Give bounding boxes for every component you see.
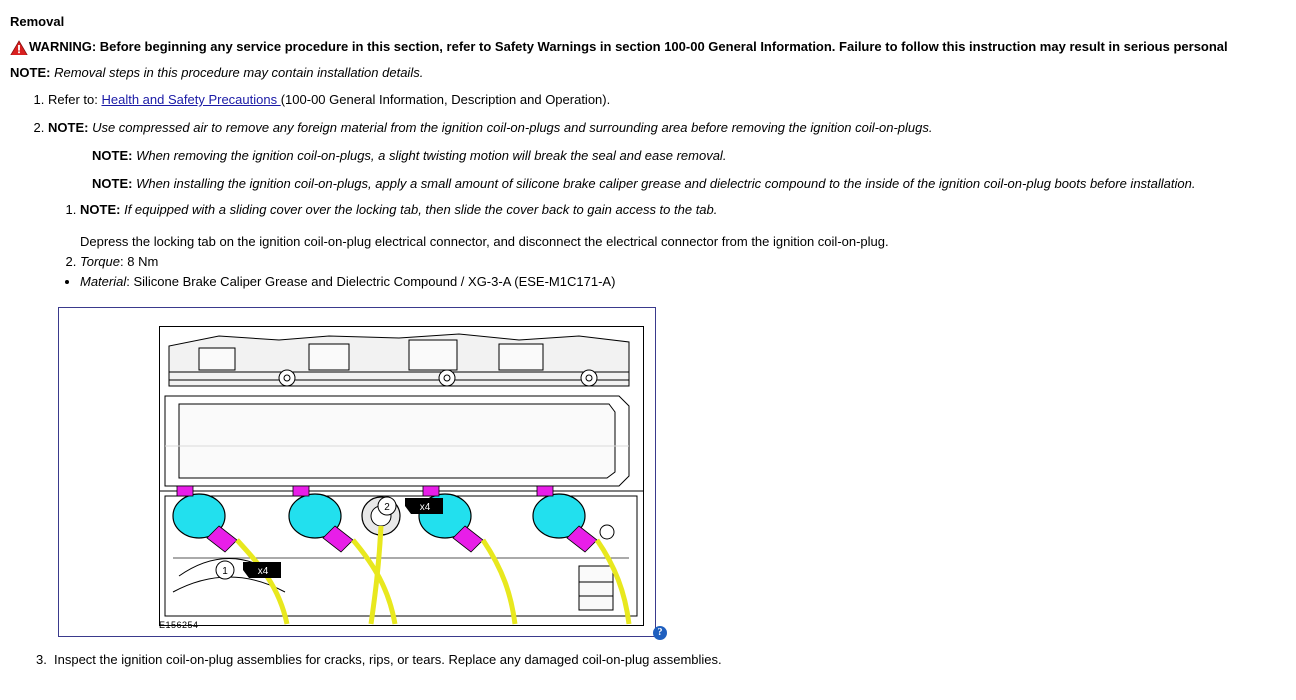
note-label: NOTE:	[48, 120, 89, 135]
step-2-note-3	[92, 175, 1296, 193]
step-1-suffix: (100-00 General Information, Description and Operation).	[280, 92, 611, 107]
sub-step-2	[80, 253, 1296, 271]
step-1	[48, 91, 1296, 109]
figure-ignition-coil-diagram[interactable]	[58, 307, 663, 638]
material-value: : Silicone Brake Caliper Grease and Dielectric Compound / XG-3-A (ESE-M1C171-A)	[126, 274, 616, 289]
note-text: When installing the ignition coil-on-plugs, apply a small amount of silicone brake caliper grease and dielectric compound to the inside of the ignition coil-on-plug boots before installation.	[136, 176, 1196, 191]
note-text: Removal steps in this procedure may contain installation details.	[54, 65, 424, 80]
step-3	[36, 651, 1296, 669]
sub-step-1	[80, 201, 1296, 251]
step-3-text: Inspect the ignition coil-on-plug assemblies for cracks, rips, or tears. Replace any damaged coil-on-plug assemblies.	[54, 652, 722, 667]
material-bullets	[48, 273, 1296, 291]
sub-step-1-text: Depress the locking tab on the ignition coil-on-plug electrical connector, and disconnect the electrical connector from the ignition coil-on-plug.	[80, 234, 889, 249]
callout-1	[216, 561, 281, 579]
step-3-number: 3.	[36, 652, 47, 667]
note-label: NOTE:	[92, 148, 133, 163]
procedure-steps-continued	[0, 651, 1296, 669]
engine-diagram-illustration	[159, 326, 644, 626]
svg-text:x4: x4	[257, 566, 269, 577]
note-label: NOTE:	[80, 202, 121, 217]
warning-banner	[10, 39, 1296, 55]
svg-text:x4: x4	[419, 502, 431, 513]
svg-text:1: 1	[222, 566, 228, 577]
note-label: NOTE:	[92, 176, 133, 191]
material-item	[80, 273, 1296, 291]
note-text: Use compressed air to remove any foreign material from the ignition coil-on-plugs and surrounding area before removing the ignition coil-on-plugs.	[92, 120, 933, 135]
note-removal-steps	[10, 65, 1296, 81]
figure-id: E156254	[159, 620, 199, 630]
warning-triangle-icon	[10, 40, 28, 55]
step-2-note-2	[92, 147, 1296, 165]
help-question-icon[interactable]: ?	[653, 626, 667, 640]
svg-text:2: 2	[384, 502, 390, 513]
step-2	[48, 119, 1296, 291]
note-text: When removing the ignition coil-on-plugs, a slight twisting motion will break the seal and ease removal.	[136, 148, 727, 163]
page-title: Removal	[10, 14, 65, 29]
material-label: Material	[80, 274, 127, 289]
procedure-steps	[0, 91, 1296, 291]
sub-steps	[48, 201, 1296, 271]
health-safety-precautions-link[interactable]: Health and Safety Precautions	[101, 92, 281, 107]
step-2-note-1	[48, 119, 1296, 137]
warning-text: WARNING: Before beginning any service procedure in this section, refer to Safety Warnings in section 100-00 General Information. Failure to follow this instruction may result in serious personal	[29, 39, 1228, 54]
document-page	[0, 14, 1296, 700]
torque-label: Torque	[80, 254, 120, 269]
callout-2	[378, 497, 443, 515]
torque-value: : 8 Nm	[120, 254, 159, 269]
note-text: If equipped with a sliding cover over the locking tab, then slide the cover back to gain access to the tab.	[124, 202, 718, 217]
note-label: NOTE:	[10, 65, 51, 80]
step-1-prefix: Refer to:	[48, 92, 98, 107]
